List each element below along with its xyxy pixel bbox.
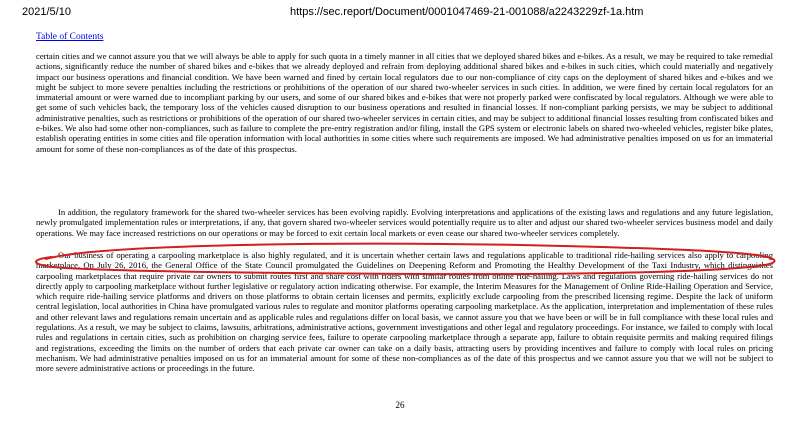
table-of-contents-link[interactable]: Table of Contents (36, 32, 104, 42)
paragraph-text: In addition, the regulatory framework for the shared two-wheeler services has been evolving rapidly. Evolving interpretations and applications of the existing laws and regulations and any future legislation, newly promulgated implementation rules or interpretations, if any, that govern shared two-wheeler services would potentially require us to alter and adjust our shared two-wheeler services business model and daily operations. We may face increased restrictions on our operations or may be forced to exit certain local markets or even cease our shared two-wheeler services completely. (36, 207, 773, 238)
print-url: https://sec.report/Document/0001047469-21-001088/a2243229zf-1a.htm (290, 6, 644, 18)
print-header (0, 6, 800, 22)
paragraph-text: Our business of operating a carpooling marketplace is also highly regulated, and it is uncertain whether certain laws and regulations applicable to traditional ride-hailing services also apply to carpooling marketplace. On July 26, 2016, the General Office of the State Council promulgated the Guidelines on Deepening Reform and Promoting the Healthy Development of the Taxi Industry, which distinguishes carpooling marketplaces that require private car owners to submit routes first and share cost with riders with similar routes from online ride-hailing. Laws and regulations governing ride-hailing services do not directly apply to carpooling marketplace without further legislative or regulatory action indicating otherwise. For example, the Interim Measures for the Management of Online Ride-Hailing Operation and Service, which require ride-hailing service platforms and drivers on those platforms to obtain certain licenses and permits, explicitly exclude carpooling from the prescribed licensing regime. Despite the lack of uniform central legislation, local authorities in China have promulgated various rules to regulate and monitor platforms operating carpooling marketplace. As the application, interpretation and implementation of these rules and other relevant laws and regulations remain uncertain and as applicable rules and regulations differ on local basis, we cannot assure you that we have been or will be in full compliance with these local rules and regulations. As a result, we may be subject to claims, lawsuits, arbitrations, administrative actions, government investigations and other legal and regulatory proceedings. For instance, we failed to comply with local rules and regulations in certain cities, such as prohibition on charging service fees, failure to operate carpooling marketplace through a separate app, failure to obtain requisite permits and making required filings and registrations, exceeding the limits on the number of orders that each private car owner can take on a daily basis, attracting users by providing incentives and failure to comply with local rules on pricing mechanism. We had administrative penalties imposed on us for an immaterial amount for some of these non-compliances as of the date of this prospectus and we cannot assure you that we will not be subject to more severe administrative actions or proceedings in the future. (36, 250, 773, 374)
print-date: 2021/5/10 (22, 6, 71, 18)
paragraph-regulatory-framework (36, 207, 773, 238)
page-number: 26 (395, 400, 405, 410)
paragraph-shared-bikes-compliance: certain cities and we cannot assure you that we will always be able to apply for such quota in a timely manner in all cities that we deployed shared bikes and e-bikes. As a result, we may be required to take remedial actions, significantly reduce the number of shared bikes and e-bikes that we already deployed and refrain from deploying additional shared bikes and e-bikes in such cities, which could materially and negatively impact our business operations and financial condition. We have been warned and fined by certain local regulators due to our non-compliance of city caps on the deployment of shared bikes and e-bikes and we might be subject to more severe penalties including the restrictions or prohibitions of the operation of our shared two-wheeler services in such cities. In addition, we were fined by certain local regulators for an immaterial amount or were warned due to incompliant parking by our users, and some of our shared bikes and e-bikes that were not properly parked were confiscated by local regulators. Although we were able to get some of such vehicles back, the temporary loss of the vehicles caused disruption to our business operations and resulted in financial losses. If non-compliant parking persists, we may be subject to additional administrative penalties, such as restrictions or prohibitions of the operation of our shared two-wheeler services in certain cities, and may be subject to additional financial losses resulting from confiscated bikes and e-bikes. We also had some other non-compliances, such as failure to complete the pre-entry registration and/or filing, install the GPS system or electronic labels on shared two-wheeled vehicles, register bike plates, establish operating entities in some cities and file operation information with local authorities in some cities where such requirements are imposed. We had administrative penalties imposed on us for an immaterial amount for some of these non-compliances as of the date of this prospectus. (36, 51, 773, 154)
paragraph-carpooling-regulation (36, 250, 773, 374)
